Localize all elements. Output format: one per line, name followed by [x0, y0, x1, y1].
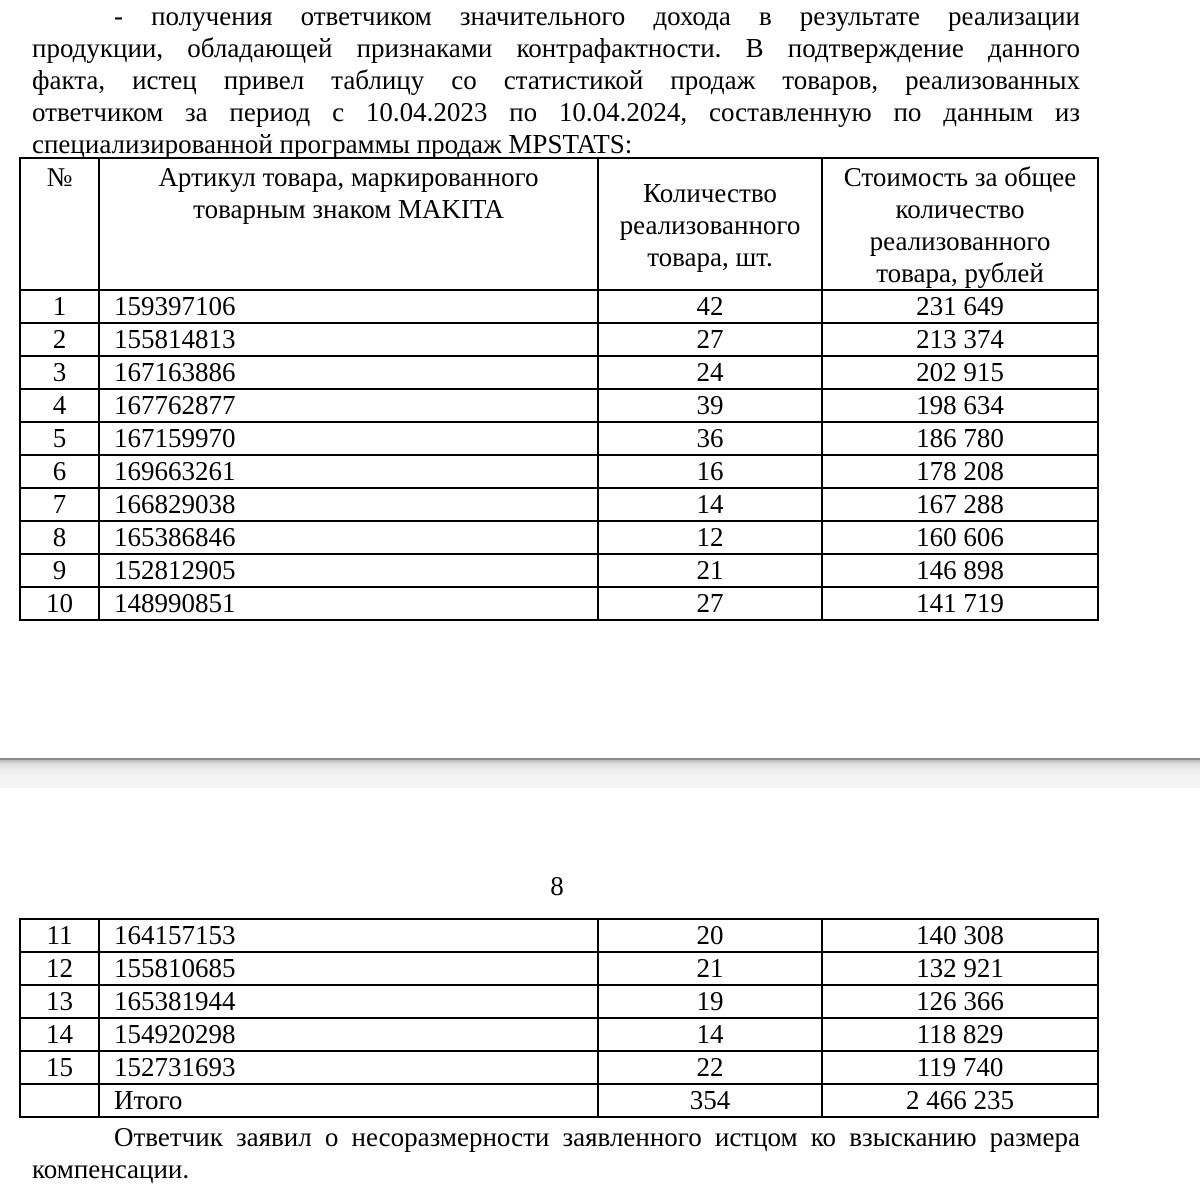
row-article: 152731693 [99, 1051, 598, 1084]
row-num: 3 [20, 356, 99, 389]
row-num: 12 [20, 952, 99, 985]
row-num: 6 [20, 455, 99, 488]
row-quantity: 39 [598, 389, 822, 422]
row-cost: 132 921 [822, 952, 1098, 985]
outro-line: компенсации. [32, 1154, 190, 1184]
row-cost: 231 649 [822, 290, 1098, 323]
row-cost: 126 366 [822, 985, 1098, 1018]
intro-line: ответчиком за период с 10.04.2023 по 10.04.2024, составленную по данным из [32, 97, 1080, 127]
row-article: 164157153 [99, 919, 598, 952]
row-article: 152812905 [99, 554, 598, 587]
row-quantity: 21 [598, 554, 822, 587]
row-cost: 119 740 [822, 1051, 1098, 1084]
row-article: 165386846 [99, 521, 598, 554]
table-row [20, 323, 1098, 356]
total-cost: 2 466 235 [822, 1084, 1098, 1117]
table-row [20, 422, 1098, 455]
table-row [20, 919, 1098, 952]
intro-line: - получения ответчиком значительного дохода в результате реализации [114, 1, 1080, 31]
row-num: 7 [20, 488, 99, 521]
table-row [20, 985, 1098, 1018]
table-row [20, 521, 1098, 554]
row-quantity: 12 [598, 521, 822, 554]
row-cost: 202 915 [822, 356, 1098, 389]
row-quantity: 42 [598, 290, 822, 323]
row-cost: 186 780 [822, 422, 1098, 455]
row-quantity: 22 [598, 1051, 822, 1084]
sales-table-page-1 [19, 157, 1099, 621]
row-article: 155814813 [99, 323, 598, 356]
row-article: 167163886 [99, 356, 598, 389]
table-row [20, 488, 1098, 521]
outro-line: Ответчик заявил о несоразмерности заявленного истцом ко взысканию размера [114, 1122, 1080, 1152]
intro-line: продукции, обладающей признаками контрафактности. В подтверждение данного [32, 33, 1080, 63]
row-quantity: 14 [598, 1018, 822, 1051]
table-row [20, 1051, 1098, 1084]
header-num: № [20, 158, 99, 290]
row-article: 154920298 [99, 1018, 598, 1051]
header-article: Артикул товара, маркированного товарным знаком MAKITA [99, 158, 598, 290]
table-row [20, 554, 1098, 587]
row-num: 8 [20, 521, 99, 554]
row-cost: 198 634 [822, 389, 1098, 422]
row-num: 2 [20, 323, 99, 356]
intro-paragraph [32, 0, 1080, 160]
row-article: 166829038 [99, 488, 598, 521]
row-num: 10 [20, 587, 99, 620]
row-quantity: 36 [598, 422, 822, 455]
row-article: 165381944 [99, 985, 598, 1018]
row-cost: 167 288 [822, 488, 1098, 521]
sales-table-page-2 [19, 918, 1099, 1118]
row-article: 167159970 [99, 422, 598, 455]
table-row [20, 389, 1098, 422]
row-quantity: 19 [598, 985, 822, 1018]
table-row [20, 356, 1098, 389]
row-num: 15 [20, 1051, 99, 1084]
header-quantity: Количество реализованного товара, шт. [598, 158, 822, 290]
row-article: 155810685 [99, 952, 598, 985]
intro-line: факта, истец привел таблицу со статистикой продаж товаров, реализованных [32, 65, 1080, 95]
total-quantity: 354 [598, 1084, 822, 1117]
total-label: Итого [99, 1084, 598, 1117]
row-article: 148990851 [99, 587, 598, 620]
table-row [20, 290, 1098, 323]
row-quantity: 20 [598, 919, 822, 952]
intro-line: специализированной программы продаж MPSTATS: [32, 129, 633, 159]
row-quantity: 21 [598, 952, 822, 985]
row-quantity: 24 [598, 356, 822, 389]
row-quantity: 27 [598, 323, 822, 356]
row-num: 5 [20, 422, 99, 455]
row-quantity: 16 [598, 455, 822, 488]
table-total-row [20, 1084, 1098, 1117]
row-article: 169663261 [99, 455, 598, 488]
row-article: 159397106 [99, 290, 598, 323]
page-separator [0, 760, 1200, 788]
total-num [20, 1084, 99, 1117]
row-cost: 178 208 [822, 455, 1098, 488]
header-cost: Стоимость за общее количество реализованного товара, рублей [822, 158, 1098, 290]
row-num: 4 [20, 389, 99, 422]
row-num: 9 [20, 554, 99, 587]
table-row [20, 1018, 1098, 1051]
outro-paragraph [32, 1121, 1080, 1185]
table-row [20, 455, 1098, 488]
row-cost: 141 719 [822, 587, 1098, 620]
page-number: 8 [550, 871, 564, 901]
row-quantity: 14 [598, 488, 822, 521]
row-num: 1 [20, 290, 99, 323]
row-article: 167762877 [99, 389, 598, 422]
row-num: 11 [20, 919, 99, 952]
row-cost: 213 374 [822, 323, 1098, 356]
row-cost: 146 898 [822, 554, 1098, 587]
row-num: 14 [20, 1018, 99, 1051]
row-num: 13 [20, 985, 99, 1018]
row-cost: 140 308 [822, 919, 1098, 952]
row-cost: 118 829 [822, 1018, 1098, 1051]
table-row [20, 587, 1098, 620]
table-header-row [20, 158, 1098, 290]
table-row [20, 952, 1098, 985]
row-quantity: 27 [598, 587, 822, 620]
row-cost: 160 606 [822, 521, 1098, 554]
